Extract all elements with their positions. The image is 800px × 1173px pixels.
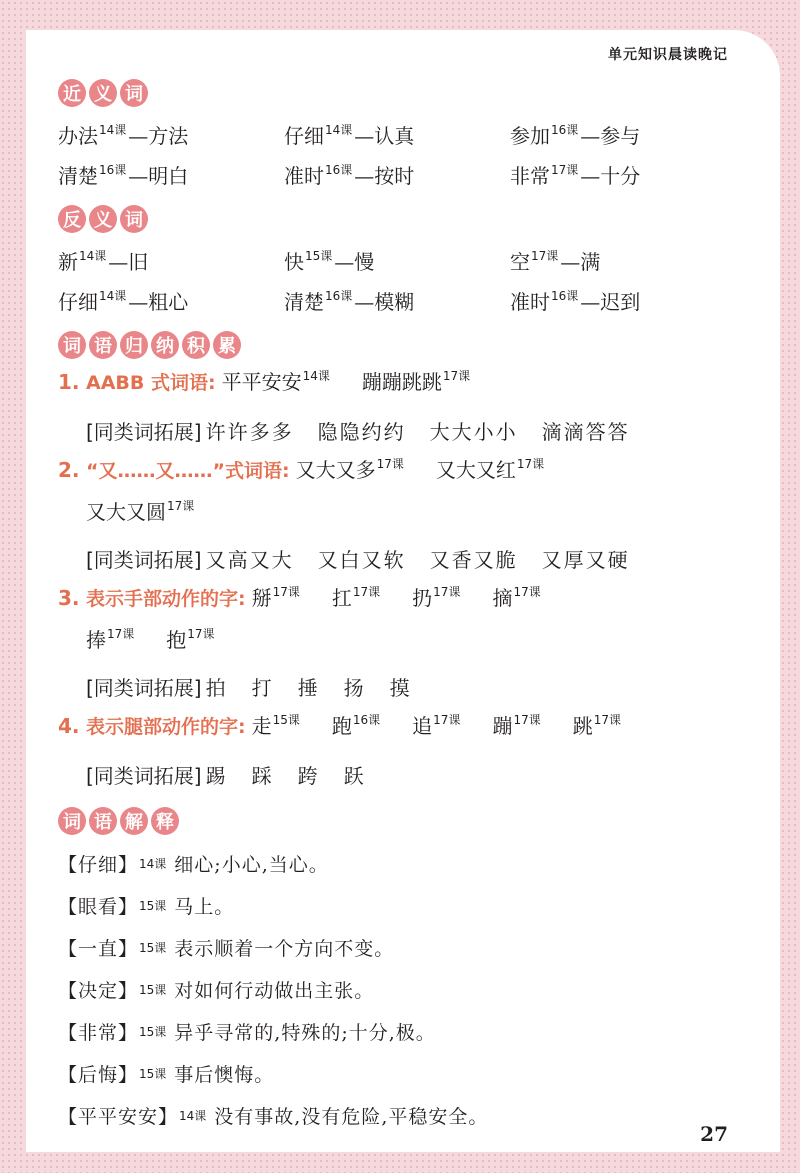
section-title-char: 近 [58, 79, 86, 107]
accumulation-item-continued [58, 496, 758, 536]
section-title-char: 纳 [151, 331, 179, 359]
antonym-pair [510, 246, 736, 275]
word-text: 蹦 [492, 714, 513, 738]
lesson-tag: 15课 [139, 940, 167, 955]
item-label: 表示手部动作的字: [86, 588, 246, 610]
lesson-tag: 14课 [179, 1108, 207, 1123]
section-title-synonyms [58, 78, 758, 108]
section-gap [58, 320, 758, 330]
lesson-tag: 14课 [79, 248, 107, 263]
word-text: 跳 [572, 714, 593, 738]
antonyms-row [58, 240, 758, 280]
word-a: 非常 [510, 163, 550, 188]
glossary-entry [58, 968, 758, 1010]
synonym-pair [510, 160, 736, 189]
word-a: 清楚 [58, 163, 98, 188]
extension-word: 捶 [297, 675, 320, 700]
word-item [86, 624, 136, 653]
antonym-pair [284, 286, 510, 315]
lesson-tag: 17课 [107, 627, 135, 641]
extension-label: [同类词拓展] [86, 419, 202, 444]
antonym-pair [510, 286, 736, 315]
glossary-term: 【仔细】 [58, 853, 139, 876]
lesson-tag: 14课 [99, 288, 127, 303]
item-label: AABB 式词语: [86, 372, 216, 394]
extension-label: [同类词拓展] [86, 763, 202, 788]
word-item [222, 366, 332, 395]
lesson-tag: 17课 [513, 713, 541, 727]
glossary-definition: 细心;小心,当心。 [174, 853, 329, 876]
word-text: 又大又红 [435, 458, 516, 482]
glossary-entry [58, 926, 758, 968]
accumulation-item [58, 454, 758, 496]
section-title-char: 词 [120, 79, 148, 107]
item-number: 3. [58, 586, 80, 610]
section-title-accumulation [58, 330, 758, 360]
word-b: —按时 [354, 163, 415, 188]
lesson-tag: 14课 [302, 369, 330, 383]
synonym-pair [284, 120, 510, 149]
lesson-tag: 17课 [376, 457, 404, 471]
extension-word: 许许多多 [205, 419, 294, 444]
glossary-definition: 表示顺着一个方向不变。 [174, 937, 395, 960]
word-text: 平平安安 [221, 370, 302, 394]
section-gap [58, 796, 758, 806]
section-title-char: 归 [120, 331, 148, 359]
word-text: 又大又圆 [86, 500, 166, 524]
extension-word: 又厚又硬 [541, 547, 630, 572]
section-title-antonyms [58, 204, 758, 234]
extension-word: 跃 [343, 763, 366, 788]
item-number: 2. [58, 458, 80, 482]
antonym-pair [284, 246, 510, 275]
accumulation-item-continued [58, 624, 758, 664]
synonym-pair [58, 120, 284, 149]
glossary-entry [58, 1094, 758, 1136]
extension-row [58, 752, 758, 796]
extension-word: 跨 [297, 763, 320, 788]
extension-row [58, 664, 758, 708]
word-item [492, 582, 542, 611]
extension-row [58, 408, 758, 452]
word-text: 摘 [492, 586, 513, 610]
word-b: —参与 [580, 123, 641, 148]
glossary-term: 【平平安安】 [58, 1105, 179, 1128]
word-b: —明白 [128, 163, 189, 188]
extension-word: 摸 [389, 675, 412, 700]
glossary-definition: 马上。 [174, 895, 235, 918]
word-a: 快 [284, 249, 304, 274]
word-a: 办法 [58, 123, 98, 148]
extension-word: 打 [251, 675, 274, 700]
word-a: 空 [510, 249, 530, 274]
word-text: 扔 [412, 586, 433, 610]
word-b: —认真 [354, 123, 415, 148]
synonyms-row [58, 114, 758, 154]
section-title-char: 积 [182, 331, 210, 359]
glossary-term: 【非常】 [58, 1021, 139, 1044]
word-text: 抱 [166, 628, 187, 652]
word-a: 清楚 [284, 289, 324, 314]
extension-row [58, 536, 758, 580]
word-text: 走 [251, 714, 272, 738]
word-text: 跑 [331, 714, 352, 738]
glossary-definition: 没有事故,没有危险,平稳安全。 [214, 1105, 489, 1128]
glossary-entry [58, 1010, 758, 1052]
lesson-tag: 15课 [272, 713, 300, 727]
word-item [332, 582, 382, 611]
section-gap [58, 194, 758, 204]
extension-word: 踢 [205, 763, 228, 788]
glossary-term: 【眼看】 [58, 895, 139, 918]
lesson-tag: 16课 [325, 162, 353, 177]
section-title-char: 解 [120, 807, 148, 835]
word-item [492, 710, 542, 739]
extension-word: 扬 [343, 675, 366, 700]
word-item [412, 582, 462, 611]
lesson-tag: 16课 [99, 162, 127, 177]
antonyms-row [58, 280, 758, 320]
lesson-tag: 17课 [551, 162, 579, 177]
word-item [252, 710, 302, 739]
lesson-tag: 16课 [325, 288, 353, 303]
word-a: 新 [58, 249, 78, 274]
word-item [86, 496, 196, 525]
accumulation-item [58, 582, 758, 624]
section-title-char: 反 [58, 205, 86, 233]
word-b: —方法 [128, 123, 189, 148]
word-item [412, 710, 462, 739]
header-title: 单元知识晨读晚记 [608, 47, 728, 63]
section-title-char: 词 [58, 807, 86, 835]
word-text: 掰 [251, 586, 272, 610]
word-b: —慢 [334, 249, 375, 274]
section-title-char: 语 [89, 807, 117, 835]
lesson-tag: 15课 [139, 982, 167, 997]
item-number: 4. [58, 714, 80, 738]
word-a: 仔细 [58, 289, 98, 314]
page-number: 27 [700, 1122, 728, 1146]
word-a: 仔细 [284, 123, 324, 148]
word-item [573, 710, 623, 739]
glossary-term: 【决定】 [58, 979, 139, 1002]
synonym-pair [58, 160, 284, 189]
section-title-char: 词 [120, 205, 148, 233]
section-title-char: 累 [213, 331, 241, 359]
glossary-definition: 事后懊悔。 [174, 1063, 275, 1086]
word-b: —模糊 [354, 289, 415, 314]
lesson-tag: 15课 [139, 1066, 167, 1081]
section-title-char: 语 [89, 331, 117, 359]
lesson-tag: 17课 [167, 499, 195, 513]
extension-word: 拍 [205, 675, 228, 700]
word-b: —旧 [108, 249, 149, 274]
lesson-tag: 15课 [305, 248, 333, 263]
item-label: “又……又……”式词语: [86, 460, 290, 482]
word-text: 捧 [86, 628, 106, 652]
extension-word: 大大小小 [429, 419, 518, 444]
page [26, 30, 780, 1152]
lesson-tag: 14课 [325, 122, 353, 137]
antonym-pair [58, 286, 284, 315]
section-title-char: 义 [89, 79, 117, 107]
lesson-tag: 17课 [272, 585, 300, 599]
word-a: 准时 [510, 289, 550, 314]
synonym-pair [510, 120, 736, 149]
word-item [296, 454, 406, 483]
glossary-term: 【一直】 [58, 937, 139, 960]
lesson-tag: 17课 [531, 248, 559, 263]
word-a: 准时 [284, 163, 324, 188]
glossary-entry [58, 842, 758, 884]
lesson-tag: 16课 [551, 122, 579, 137]
lesson-tag: 17课 [433, 585, 461, 599]
synonyms-row [58, 154, 758, 194]
glossary-definition: 异乎寻常的,特殊的;十分,极。 [174, 1021, 436, 1044]
glossary-definition: 对如何行动做出主张。 [174, 979, 375, 1002]
extension-label: [同类词拓展] [86, 675, 202, 700]
word-item [252, 582, 302, 611]
extension-word: 又高又大 [205, 547, 294, 572]
word-item [166, 624, 216, 653]
lesson-tag: 17课 [433, 713, 461, 727]
word-b: —迟到 [580, 289, 641, 314]
word-item [332, 710, 382, 739]
lesson-tag: 15课 [139, 1024, 167, 1039]
lesson-tag: 17课 [187, 627, 215, 641]
section-title-char: 词 [58, 331, 86, 359]
extension-word: 踩 [251, 763, 274, 788]
section-title-char: 义 [89, 205, 117, 233]
section-title-glossary [58, 806, 758, 836]
lesson-tag: 14课 [139, 856, 167, 871]
word-a: 参加 [510, 123, 550, 148]
item-label: 表示腿部动作的字: [86, 716, 246, 738]
accumulation-item [58, 710, 758, 752]
lesson-tag: 17课 [442, 369, 471, 383]
lesson-tag: 17课 [593, 713, 622, 727]
word-item [362, 366, 472, 395]
section-title-char: 释 [151, 807, 179, 835]
word-text: 又大又多 [295, 458, 376, 482]
lesson-tag: 16课 [352, 713, 381, 727]
lesson-tag: 16课 [551, 288, 579, 303]
lesson-tag: 17课 [516, 457, 545, 471]
lesson-tag: 17课 [513, 585, 541, 599]
antonym-pair [58, 246, 284, 275]
glossary-entry [58, 884, 758, 926]
extension-label: [同类词拓展] [86, 547, 202, 572]
word-b: —满 [560, 249, 601, 274]
lesson-tag: 17课 [352, 585, 381, 599]
glossary-term: 【后悔】 [58, 1063, 139, 1086]
word-b: —粗心 [128, 289, 189, 314]
glossary-entry [58, 1052, 758, 1094]
word-item [436, 454, 546, 483]
extension-word: 又香又脆 [429, 547, 518, 572]
word-b: —十分 [580, 163, 641, 188]
item-number: 1. [58, 370, 80, 394]
extension-word: 滴滴答答 [541, 419, 630, 444]
word-text: 追 [412, 714, 433, 738]
extension-word: 又白又软 [317, 547, 406, 572]
synonym-pair [284, 160, 510, 189]
accumulation-item [58, 366, 758, 408]
lesson-tag: 14课 [99, 122, 127, 137]
extension-word: 隐隐约约 [317, 419, 406, 444]
word-text: 扛 [331, 586, 352, 610]
content [58, 78, 758, 1136]
lesson-tag: 15课 [139, 898, 167, 913]
word-text: 蹦蹦跳跳 [361, 370, 442, 394]
